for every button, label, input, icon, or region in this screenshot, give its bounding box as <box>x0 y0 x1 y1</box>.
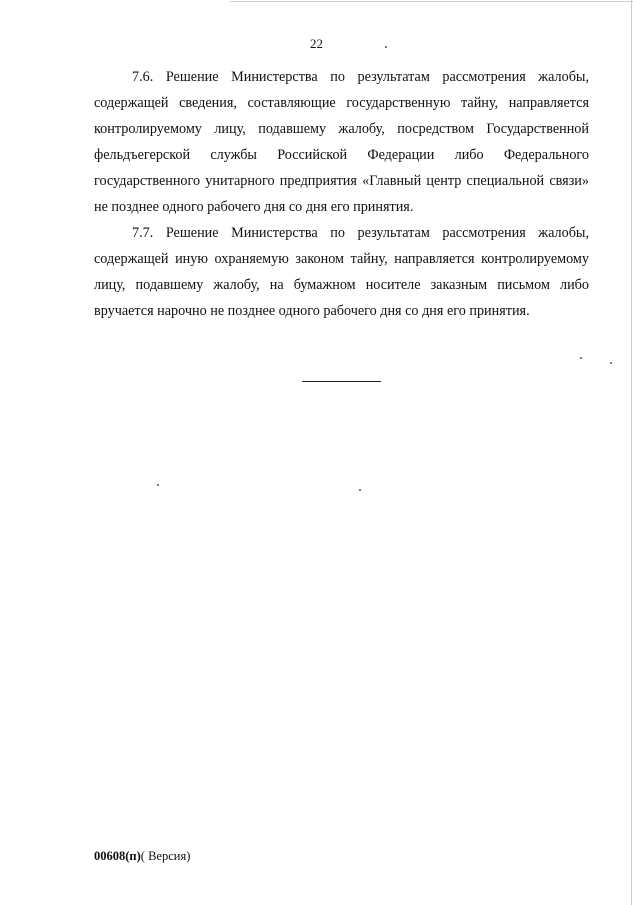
page-number: 22 <box>310 36 323 51</box>
right-edge-line <box>631 0 632 905</box>
end-of-text-separator <box>302 381 381 382</box>
top-edge-line <box>230 1 633 2</box>
scan-speck <box>610 362 612 364</box>
document-code: 00608(п) <box>94 849 141 863</box>
scan-speck <box>359 489 361 491</box>
document-version: ( Версия) <box>140 849 191 863</box>
scan-speck <box>385 46 387 48</box>
scan-speck <box>580 357 582 359</box>
scan-speck <box>157 484 159 486</box>
document-body <box>94 64 589 324</box>
paragraph-7-7: 7.7. Решение Министерства по результатам рассмотрения жалобы, содержащей иную охраняемую законом тайну, направляется контролируемому лицу, подавшему жалобу, на бумажном носителе заказным письмом либо вручается нарочно не позднее одного рабочего дня со дня его принятия. <box>94 225 589 319</box>
document-footer <box>94 849 190 864</box>
paragraph-7-6: 7.6. Решение Министерства по результатам рассмотрения жалобы, содержащей сведения, составляющие государственную тайну, направляется контролируемому лицу, подавшему жалобу, посредством Государственной фельдъегерской службы Российской Федерации либо Федерального государственного унитарного предприятия «Главный центр специальной связи» не позднее одного рабочего дня со дня его принятия. <box>94 69 589 215</box>
